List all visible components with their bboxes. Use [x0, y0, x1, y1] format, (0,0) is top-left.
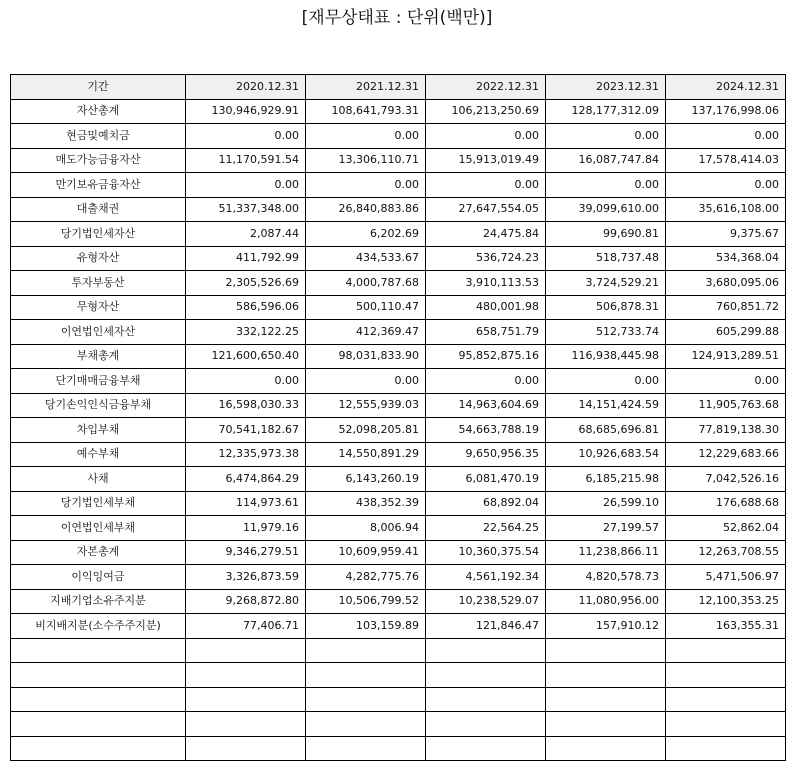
row-label: 부채총계	[11, 344, 186, 369]
value-cell: 5,471,506.97	[666, 565, 786, 590]
value-cell: 176,688.68	[666, 491, 786, 516]
value-cell: 6,081,470.19	[426, 467, 546, 492]
value-cell: 434,533.67	[306, 246, 426, 271]
empty-cell	[546, 712, 666, 737]
empty-cell	[426, 736, 546, 761]
value-cell: 15,913,019.49	[426, 148, 546, 173]
value-cell: 17,578,414.03	[666, 148, 786, 173]
value-cell: 10,238,529.07	[426, 589, 546, 614]
table-row	[11, 271, 786, 296]
row-label: 투자부동산	[11, 271, 186, 296]
period-header: 기간	[11, 75, 186, 100]
row-label: 이연법인세자산	[11, 320, 186, 345]
value-cell: 16,087,747.84	[546, 148, 666, 173]
empty-cell	[186, 663, 306, 688]
value-cell: 3,326,873.59	[186, 565, 306, 590]
table-row	[11, 393, 786, 418]
empty-row	[11, 712, 786, 737]
value-cell: 68,685,696.81	[546, 418, 666, 443]
value-cell: 27,647,554.05	[426, 197, 546, 222]
value-cell: 6,202.69	[306, 222, 426, 247]
row-label: 당기법인세자산	[11, 222, 186, 247]
value-cell: 12,100,353.25	[666, 589, 786, 614]
value-cell: 10,926,683.54	[546, 442, 666, 467]
table-row	[11, 222, 786, 247]
empty-row	[11, 736, 786, 761]
value-cell: 0.00	[186, 124, 306, 149]
empty-cell	[11, 638, 186, 663]
table-row	[11, 540, 786, 565]
value-cell: 12,555,939.03	[306, 393, 426, 418]
empty-cell	[306, 638, 426, 663]
table-row	[11, 124, 786, 149]
value-cell: 77,819,138.30	[666, 418, 786, 443]
value-cell: 121,600,650.40	[186, 344, 306, 369]
row-label: 당기손익인식금융부채	[11, 393, 186, 418]
row-label: 만기보유금융자산	[11, 173, 186, 198]
table-row	[11, 148, 786, 173]
table-row	[11, 565, 786, 590]
value-cell: 0.00	[426, 173, 546, 198]
empty-cell	[11, 663, 186, 688]
value-cell: 12,229,683.66	[666, 442, 786, 467]
row-label: 예수부채	[11, 442, 186, 467]
row-label: 이익잉여금	[11, 565, 186, 590]
row-label: 자산총계	[11, 99, 186, 124]
value-cell: 106,213,250.69	[426, 99, 546, 124]
value-cell: 0.00	[186, 173, 306, 198]
row-label: 현금및예치금	[11, 124, 186, 149]
value-cell: 27,199.57	[546, 516, 666, 541]
value-cell: 98,031,833.90	[306, 344, 426, 369]
value-cell: 6,143,260.19	[306, 467, 426, 492]
row-label: 비지배지분(소수주주지분)	[11, 614, 186, 639]
value-cell: 0.00	[546, 369, 666, 394]
value-cell: 12,263,708.55	[666, 540, 786, 565]
value-cell: 0.00	[666, 124, 786, 149]
value-cell: 536,724.23	[426, 246, 546, 271]
year-header: 2020.12.31	[186, 75, 306, 100]
empty-cell	[666, 638, 786, 663]
empty-cell	[186, 712, 306, 737]
row-label: 지배기업소유주지분	[11, 589, 186, 614]
empty-row	[11, 663, 786, 688]
row-label: 자본총계	[11, 540, 186, 565]
table-row	[11, 99, 786, 124]
row-label: 매도가능금융자산	[11, 148, 186, 173]
page-title: [재무상태표 : 단위(백만)]	[301, 8, 493, 28]
value-cell: 506,878.31	[546, 295, 666, 320]
table-row	[11, 491, 786, 516]
value-cell: 137,176,998.06	[666, 99, 786, 124]
table-row	[11, 418, 786, 443]
value-cell: 534,368.04	[666, 246, 786, 271]
value-cell: 480,001.98	[426, 295, 546, 320]
table-row	[11, 344, 786, 369]
value-cell: 0.00	[666, 369, 786, 394]
empty-cell	[11, 687, 186, 712]
table-row	[11, 197, 786, 222]
value-cell: 4,561,192.34	[426, 565, 546, 590]
value-cell: 2,305,526.69	[186, 271, 306, 296]
empty-cell	[306, 687, 426, 712]
empty-cell	[426, 687, 546, 712]
value-cell: 412,369.47	[306, 320, 426, 345]
table-row	[11, 516, 786, 541]
empty-cell	[666, 736, 786, 761]
value-cell: 128,177,312.09	[546, 99, 666, 124]
value-cell: 9,346,279.51	[186, 540, 306, 565]
row-label: 당기법인세부채	[11, 491, 186, 516]
empty-cell	[426, 663, 546, 688]
empty-cell	[186, 736, 306, 761]
value-cell: 0.00	[546, 124, 666, 149]
value-cell: 14,550,891.29	[306, 442, 426, 467]
value-cell: 157,910.12	[546, 614, 666, 639]
value-cell: 0.00	[426, 124, 546, 149]
table-row	[11, 295, 786, 320]
empty-cell	[306, 712, 426, 737]
value-cell: 6,185,215.98	[546, 467, 666, 492]
value-cell: 9,650,956.35	[426, 442, 546, 467]
value-cell: 332,122.25	[186, 320, 306, 345]
financial-statement-table	[10, 74, 786, 761]
empty-cell	[546, 736, 666, 761]
value-cell: 411,792.99	[186, 246, 306, 271]
value-cell: 438,352.39	[306, 491, 426, 516]
empty-cell	[11, 712, 186, 737]
value-cell: 35,616,108.00	[666, 197, 786, 222]
value-cell: 13,306,110.71	[306, 148, 426, 173]
row-label: 차입부채	[11, 418, 186, 443]
value-cell: 0.00	[426, 369, 546, 394]
table-row	[11, 442, 786, 467]
value-cell: 10,360,375.54	[426, 540, 546, 565]
value-cell: 7,042,526.16	[666, 467, 786, 492]
table-row	[11, 467, 786, 492]
table-row	[11, 246, 786, 271]
empty-cell	[666, 663, 786, 688]
table-row	[11, 173, 786, 198]
value-cell: 4,820,578.73	[546, 565, 666, 590]
value-cell: 512,733.74	[546, 320, 666, 345]
value-cell: 52,098,205.81	[306, 418, 426, 443]
value-cell: 0.00	[306, 124, 426, 149]
value-cell: 124,913,289.51	[666, 344, 786, 369]
empty-cell	[186, 638, 306, 663]
value-cell: 518,737.48	[546, 246, 666, 271]
row-label: 이연법인세부채	[11, 516, 186, 541]
value-cell: 114,973.61	[186, 491, 306, 516]
value-cell: 11,080,956.00	[546, 589, 666, 614]
empty-cell	[426, 638, 546, 663]
value-cell: 95,852,875.16	[426, 344, 546, 369]
value-cell: 586,596.06	[186, 295, 306, 320]
value-cell: 605,299.88	[666, 320, 786, 345]
value-cell: 11,979.16	[186, 516, 306, 541]
value-cell: 3,724,529.21	[546, 271, 666, 296]
value-cell: 70,541,182.67	[186, 418, 306, 443]
empty-cell	[546, 638, 666, 663]
value-cell: 108,641,793.31	[306, 99, 426, 124]
table-row	[11, 589, 786, 614]
value-cell: 121,846.47	[426, 614, 546, 639]
value-cell: 130,946,929.91	[186, 99, 306, 124]
table-row	[11, 320, 786, 345]
value-cell: 163,355.31	[666, 614, 786, 639]
value-cell: 6,474,864.29	[186, 467, 306, 492]
row-label: 무형자산	[11, 295, 186, 320]
value-cell: 77,406.71	[186, 614, 306, 639]
value-cell: 760,851.72	[666, 295, 786, 320]
table-row	[11, 614, 786, 639]
value-cell: 14,963,604.69	[426, 393, 546, 418]
empty-cell	[546, 663, 666, 688]
value-cell: 2,087.44	[186, 222, 306, 247]
value-cell: 3,680,095.06	[666, 271, 786, 296]
header-row	[11, 75, 786, 100]
year-header: 2021.12.31	[306, 75, 426, 100]
empty-cell	[666, 712, 786, 737]
value-cell: 10,506,799.52	[306, 589, 426, 614]
value-cell: 3,910,113.53	[426, 271, 546, 296]
year-header: 2024.12.31	[666, 75, 786, 100]
value-cell: 4,000,787.68	[306, 271, 426, 296]
empty-cell	[306, 663, 426, 688]
value-cell: 500,110.47	[306, 295, 426, 320]
empty-cell	[11, 736, 186, 761]
value-cell: 103,159.89	[306, 614, 426, 639]
value-cell: 11,238,866.11	[546, 540, 666, 565]
value-cell: 12,335,973.38	[186, 442, 306, 467]
value-cell: 0.00	[666, 173, 786, 198]
value-cell: 68,892.04	[426, 491, 546, 516]
value-cell: 24,475.84	[426, 222, 546, 247]
value-cell: 8,006.94	[306, 516, 426, 541]
value-cell: 52,862.04	[666, 516, 786, 541]
empty-cell	[666, 687, 786, 712]
value-cell: 51,337,348.00	[186, 197, 306, 222]
empty-cell	[186, 687, 306, 712]
empty-row	[11, 638, 786, 663]
value-cell: 99,690.81	[546, 222, 666, 247]
value-cell: 9,375.67	[666, 222, 786, 247]
row-label: 사채	[11, 467, 186, 492]
empty-cell	[306, 736, 426, 761]
value-cell: 10,609,959.41	[306, 540, 426, 565]
year-header: 2022.12.31	[426, 75, 546, 100]
empty-row	[11, 687, 786, 712]
row-label: 유형자산	[11, 246, 186, 271]
value-cell: 39,099,610.00	[546, 197, 666, 222]
value-cell: 54,663,788.19	[426, 418, 546, 443]
value-cell: 16,598,030.33	[186, 393, 306, 418]
value-cell: 26,599.10	[546, 491, 666, 516]
value-cell: 116,938,445.98	[546, 344, 666, 369]
value-cell: 0.00	[306, 369, 426, 394]
year-header: 2023.12.31	[546, 75, 666, 100]
table-row	[11, 369, 786, 394]
table-body	[11, 99, 786, 761]
value-cell: 26,840,883.86	[306, 197, 426, 222]
empty-cell	[426, 712, 546, 737]
value-cell: 11,170,591.54	[186, 148, 306, 173]
row-label: 대출채권	[11, 197, 186, 222]
value-cell: 9,268,872.80	[186, 589, 306, 614]
value-cell: 22,564.25	[426, 516, 546, 541]
value-cell: 14,151,424.59	[546, 393, 666, 418]
value-cell: 0.00	[546, 173, 666, 198]
empty-cell	[546, 687, 666, 712]
value-cell: 11,905,763.68	[666, 393, 786, 418]
value-cell: 658,751.79	[426, 320, 546, 345]
row-label: 단기매매금융부채	[11, 369, 186, 394]
value-cell: 0.00	[306, 173, 426, 198]
value-cell: 0.00	[186, 369, 306, 394]
value-cell: 4,282,775.76	[306, 565, 426, 590]
